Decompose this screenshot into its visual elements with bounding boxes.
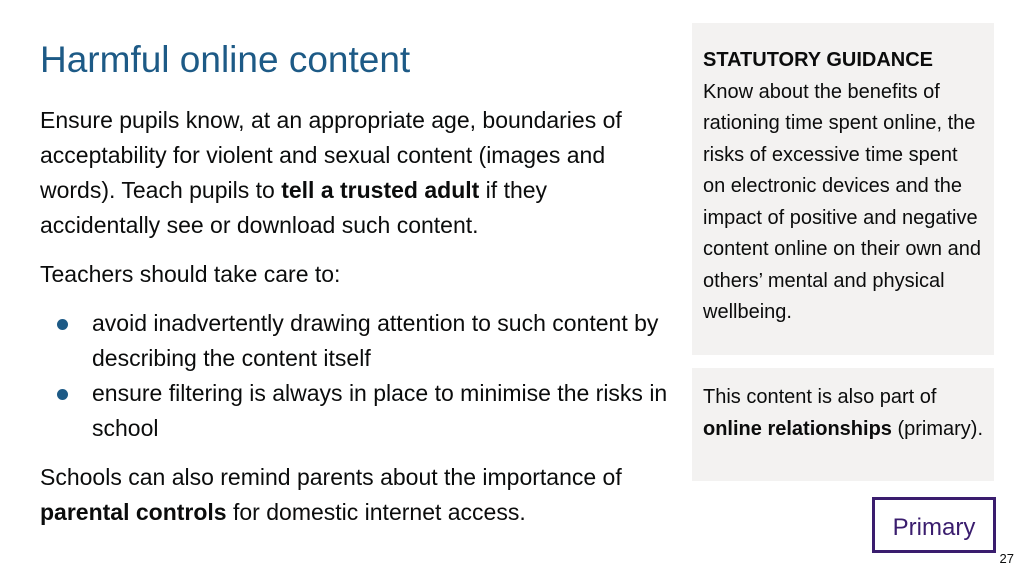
list-item-text: ensure filtering is always in place to minimise the risks in school xyxy=(92,380,668,441)
main-content xyxy=(40,103,670,544)
teachers-paragraph: Teachers should take care to: xyxy=(40,261,341,287)
guidance-heading: STATUTORY GUIDANCE xyxy=(703,49,934,71)
primary-button[interactable]: Primary xyxy=(872,497,996,553)
also-text-end: (primary). xyxy=(891,417,984,440)
list-item xyxy=(40,306,670,376)
list-item-text: avoid inadvertently drawing attention to such content by describing the content itself xyxy=(92,310,659,371)
also-part-of-box xyxy=(692,368,994,481)
also-text: This content is also part of xyxy=(703,386,937,408)
intro-paragraph xyxy=(40,103,670,243)
statutory-guidance-box xyxy=(692,23,994,355)
guidance-text: Know about the benefits of rationing time spent online, the risks of excessive time spent on electronic devices and the impact of positive and negative content online on their own and others’ mental and physical wellbeing. xyxy=(703,80,981,323)
list-item xyxy=(40,376,670,446)
bullet-icon xyxy=(57,389,68,400)
intro-text: Ensure pupils know, at an appropriate age, boundaries of acceptability for violent and sexual content (images and words). Teach pupils to xyxy=(40,107,622,203)
intro-text-end: if they accidentally see or download such content. xyxy=(40,177,548,238)
intro-bold-text: tell a trusted adult xyxy=(281,177,480,203)
bullet-list xyxy=(40,306,670,446)
parents-text-end: for domestic internet access. xyxy=(226,499,526,525)
page-number: 27 xyxy=(999,551,1014,566)
bullet-icon xyxy=(57,319,68,330)
parents-bold-text: parental controls xyxy=(40,499,227,525)
also-bold-text: online relationships xyxy=(703,417,892,440)
parents-text: Schools can also remind parents about the importance of xyxy=(40,464,622,490)
page-title: Harmful online content xyxy=(40,39,411,80)
parents-paragraph xyxy=(40,460,670,530)
